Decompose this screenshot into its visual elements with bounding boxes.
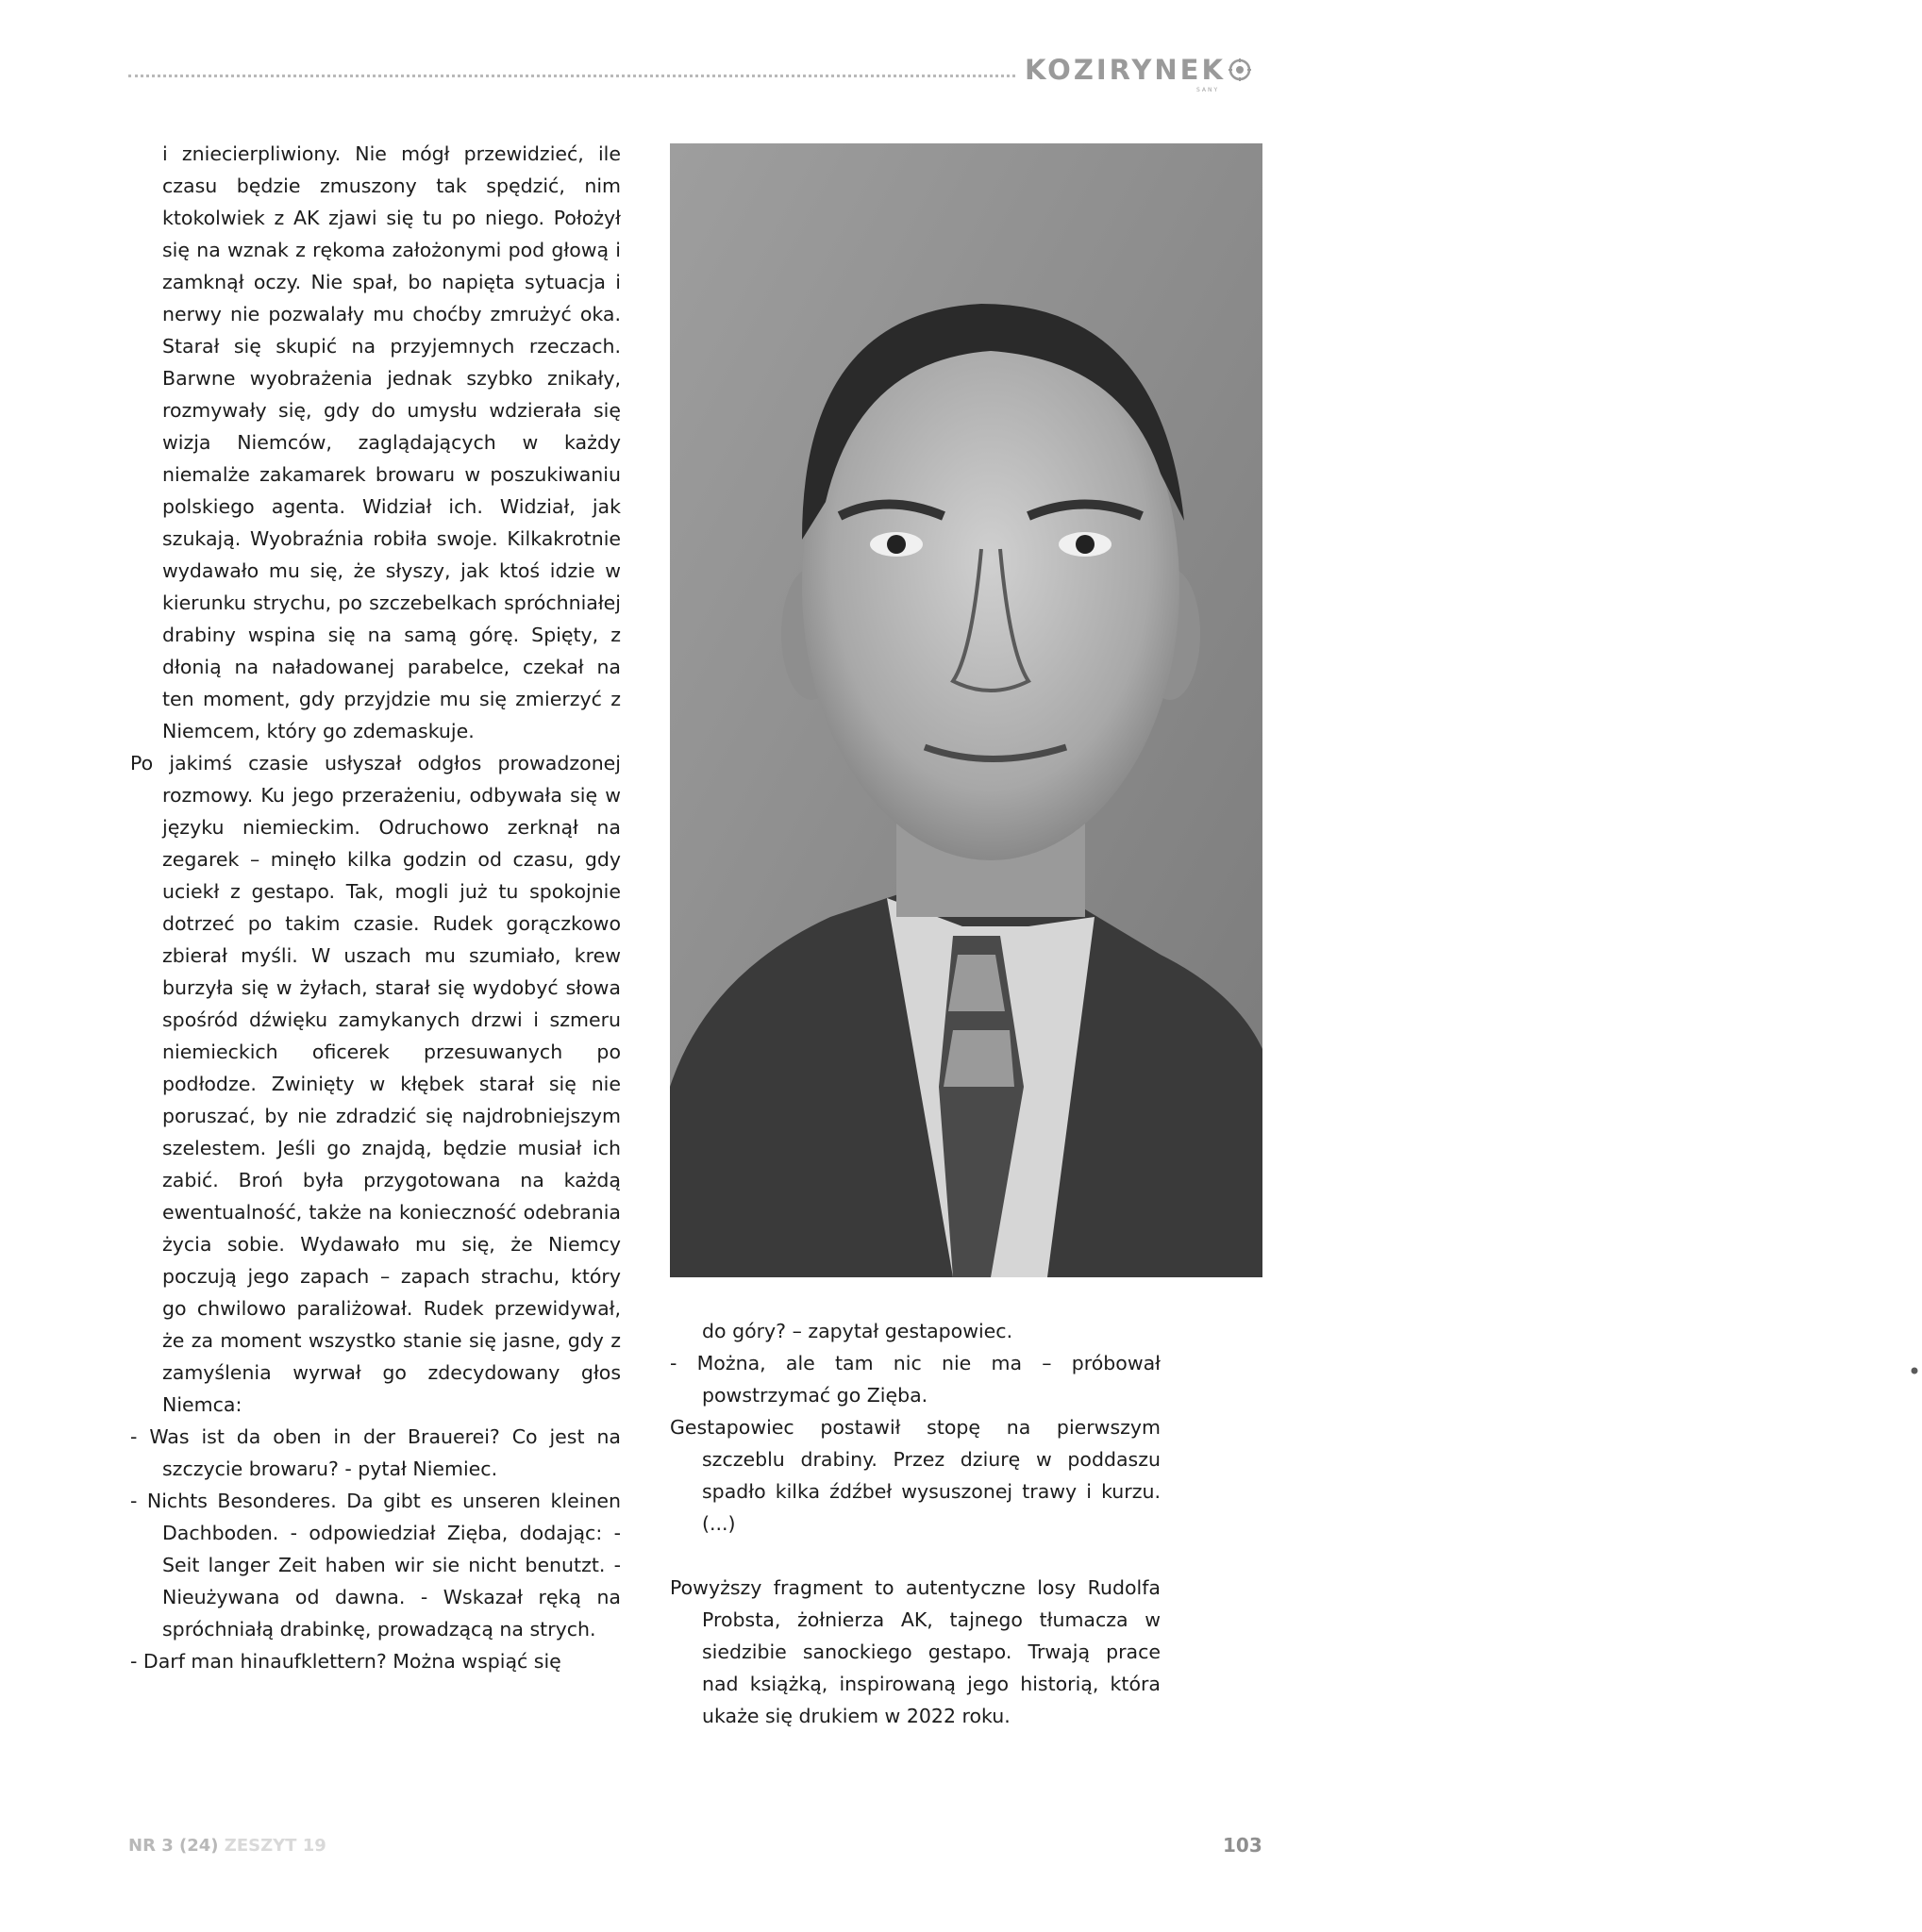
page-number: 103: [1223, 1834, 1262, 1857]
portrait-image: [670, 143, 1262, 1277]
paragraph: i zniecierpliwiony. Nie mógł przewidzieć, ile czasu będzie zmuszony tak spędzić, nim ktokolwiek z AK zjawi się tu po niego. Położył się na wznak z rękoma założonymi pod głową i zamknął oczy. Nie spał, bo napięta sytuacja i nerwy nie pozwalały mu choćby zmrużyć oka. Starał się skupić na przyjemnych rzeczach. Barwne wyobrażenia jednak szybko znikały, rozmywały się, gdy do umysłu wdzierała się wizja Niemców, zaglądających w każdy niemalże zakamarek browaru w poszukiwaniu polskiego agenta. Widział ich. Widział, jak szukają. Wyobraźnia robiła swoje. Kilkakrotnie wydawało mu się, że słyszy, jak ktoś idzie w kierunku strychu, po szczebelkach spróchniałej drabiny wspina się na samą górę. Spięty, z dłonią na naładowanej parabelce, czekał na ten moment, gdy przyjdzie mu się zmierzyć z Niemcem, który go zdemaskuje.: [162, 142, 621, 742]
camera-icon: [1906, 1362, 1921, 1379]
footer-issue: [128, 1836, 326, 1856]
brand: [1025, 51, 1252, 89]
photo-credit-text: wikimedia commons: [1904, 1182, 1922, 1355]
zeszyt-number: ZESZYT 19: [224, 1836, 326, 1856]
dialogue-line: - Można, ale tam nic nie ma – próbował powstrzymać go Zięba.: [670, 1352, 1161, 1407]
dialogue-line: - Was ist da oben in der Brauerei? Co jest na szczycie browaru? - pytał Niemiec.: [130, 1425, 621, 1480]
dialogue-line: do góry? – zapytał gestapowiec.: [702, 1320, 1013, 1342]
photo-credit: [1904, 1182, 1922, 1379]
brand-logo-icon: [1228, 58, 1252, 82]
brand-subtitle: SANY: [1196, 87, 1220, 93]
paragraph: Gestapowiec postawił stopę na pierwszym szczeblu drabiny. Przez dziurę w poddaszu spadło kilka źdźbeł wysuszonej trawy i kurzu. (...): [670, 1416, 1161, 1535]
brand-name: KOZIRYNEK: [1025, 54, 1226, 86]
right-text-column: [670, 1315, 1161, 1732]
paragraph: Po jakimś czasie usłyszał odgłos prowadzonej rozmowy. Ku jego przerażeniu, odbywała się w języku niemieckim. Odruchowo zerknął na zegarek – minęło kilka godzin od czasu, gdy uciekł z gestapo. Tak, mogli już tu spokojnie dotrzeć po takim czasie. Rudek gorączkowo zbierał myśli. W uszach mu szumiało, krew burzyła się w żyłach, starał się wydobyć słowa spośród dźwięku zamykanych drzwi i szmeru niemieckich oficerek przesuwanych po podłodze. Zwinięty w kłębek starał się nie poruszać, by nie zdradzić się najdrobniejszym szelestem. Jeśli go znajdą, będzie musiał ich zabić. Broń była przygotowana na każdą ewentualność, także na konieczność odebrania życia sobie. Wydawało mu się, że Niemcy poczują jego zapach – zapach strachu, który go chwilowo paraliżował. Rudek przewidywał, że za moment wszystko stanie się jasne, gdy z zamyślenia wyrwał go zdecydowany głos Niemca:: [130, 752, 621, 1416]
author-note: Powyższy fragment to autentyczne losy Rudolfa Probsta, żołnierza AK, tajnego tłumacza w siedzibie sanockiego gestapo. Trwają prace nad książką, inspirowaną jego historią, która ukaże się drukiem w 2022 roku.: [670, 1576, 1161, 1727]
dialogue-line: - Nichts Besonderes. Da gibt es unseren kleinen Dachboden. - odpowiedział Zięba, dodając: - Seit langer Zeit haben wir sie nicht benutzt. - Nieużywana od dawna. - Wskazał ręką na spróchniałą drabinkę, prowadzącą na strych.: [130, 1490, 621, 1641]
dialogue-line: - Darf man hinaufklettern? Można wspiąć się: [130, 1650, 561, 1673]
paragraph-gap: [670, 1540, 1161, 1572]
header-dotted-rule: [128, 75, 1015, 77]
left-text-column: [130, 138, 621, 1677]
issue-number: NR 3 (24): [128, 1836, 219, 1856]
